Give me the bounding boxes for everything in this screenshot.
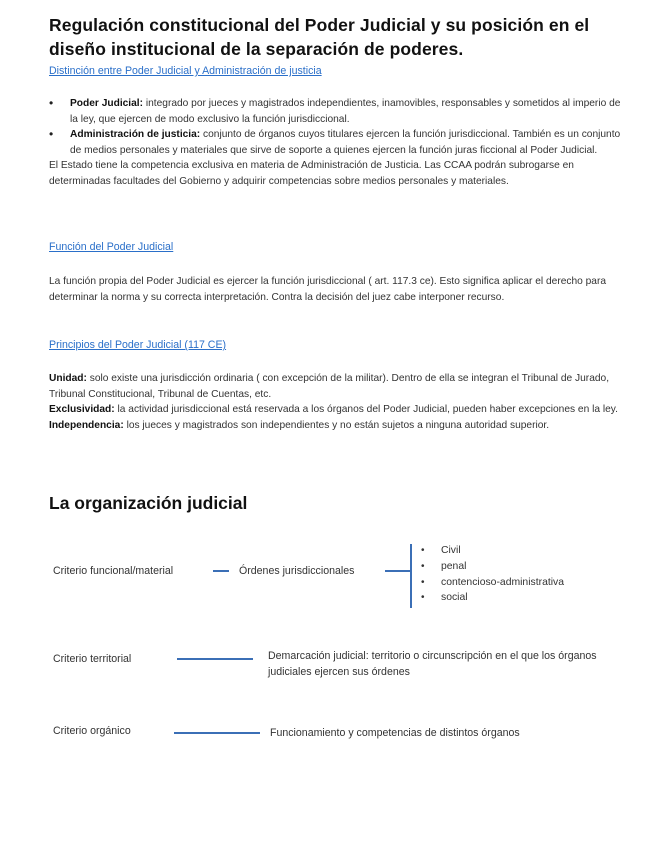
criterio-funcional-label: Criterio funcional/material (53, 565, 174, 577)
bullet-text: integrado por jueces y magistrados independientes, inamovibles, responsables y sometidos al imperio de la ley, que ejercen de modo exclusivo la función jurisdiccional. (70, 98, 621, 125)
distincion-content (49, 96, 621, 190)
bracket-line (410, 544, 412, 608)
criterio-territorial-label: Criterio territorial (53, 653, 132, 665)
connector-line (177, 658, 253, 660)
principio-exclusividad (49, 402, 621, 418)
list-item (49, 127, 621, 158)
connector-line (213, 570, 229, 572)
list-item (49, 96, 621, 127)
principio-text: la actividad jurisdiccional está reservada a los órganos del Poder Judicial, pueden haber excepciones en la ley. (114, 404, 618, 416)
section-heading-funcion[interactable]: Función del Poder Judicial (49, 241, 174, 253)
principio-text: los jueces y magistrados son independientes y no están sujetos a ninguna autoridad superior. (123, 419, 550, 431)
principio-term: Exclusividad: (49, 404, 115, 416)
principio-independencia (49, 418, 621, 434)
list-item: • Civil (421, 543, 564, 559)
bullet-text: conjunto de órganos cuyos titulares ejercen la función jurisdiccional. También es un conjunto de medios personales y materiales que sirve de soporte a quienes ejercen la función juras ficcional al Poder Judicial. (70, 129, 621, 156)
principio-text: solo existe una jurisdicción ordinaria ( con excepción de la militar). Dentro de ella se integran el Tribunal de Jurado, Tribunal Constitucional, Tribunal de Cuentas, etc. (49, 373, 610, 400)
connector-line (174, 732, 260, 734)
list-item: • contencioso-administrativa (421, 575, 564, 591)
list-item: • penal (421, 559, 564, 575)
bullet-term: Poder Judicial: (70, 98, 144, 109)
principio-term: Unidad: (49, 373, 87, 384)
page-title: Regulación constitucional del Poder Judicial y su posición en el diseño institucional de la separación de poderes. (49, 15, 590, 59)
principio-unidad (49, 371, 621, 402)
distincion-bullet-list (49, 96, 621, 158)
funcion-paragraph: La función propia del Poder Judicial es ejercer la función jurisdiccional ( art. 117.3 ce). Esto significa aplicar el derecho para determinar la norma y su correcta interpretación. Contra la decisión del juez cabe interponer recurso. (49, 276, 607, 303)
connector-line (385, 570, 411, 572)
criterio-territorial-description: Demarcación judicial: territorio o circunscripción en el que los órganos judiciales ejercen sus órdenes (268, 650, 597, 678)
principio-term: Independencia: (49, 419, 124, 431)
organizacion-heading: La organización judicial (49, 493, 248, 513)
distincion-paragraph: El Estado tiene la competencia exclusiva en materia de Administración de Justicia. Las CCAA podrán subrogarse en determinadas facultades del Gobierno y adquirir competencias sobre medios personales y materiales. (49, 160, 574, 187)
bullet-term: Administración de justicia: (70, 129, 201, 141)
criterio-organico-label: Criterio orgánico (53, 725, 131, 737)
ordenes-list-container (421, 543, 564, 606)
ordenes-jurisdiccionales-node: Órdenes jurisdiccionales (239, 565, 355, 577)
section-heading-principios[interactable]: Principios del Poder Judicial (117 CE) (49, 339, 227, 351)
list-item: • social (421, 590, 564, 606)
principios-content (49, 371, 621, 433)
criterio-organico-description: Funcionamiento y competencias de distintos órganos (270, 727, 520, 739)
ordenes-list (421, 543, 564, 606)
section-heading-distincion[interactable]: Distinción entre Poder Judicial y Administración de justicia (49, 65, 322, 77)
